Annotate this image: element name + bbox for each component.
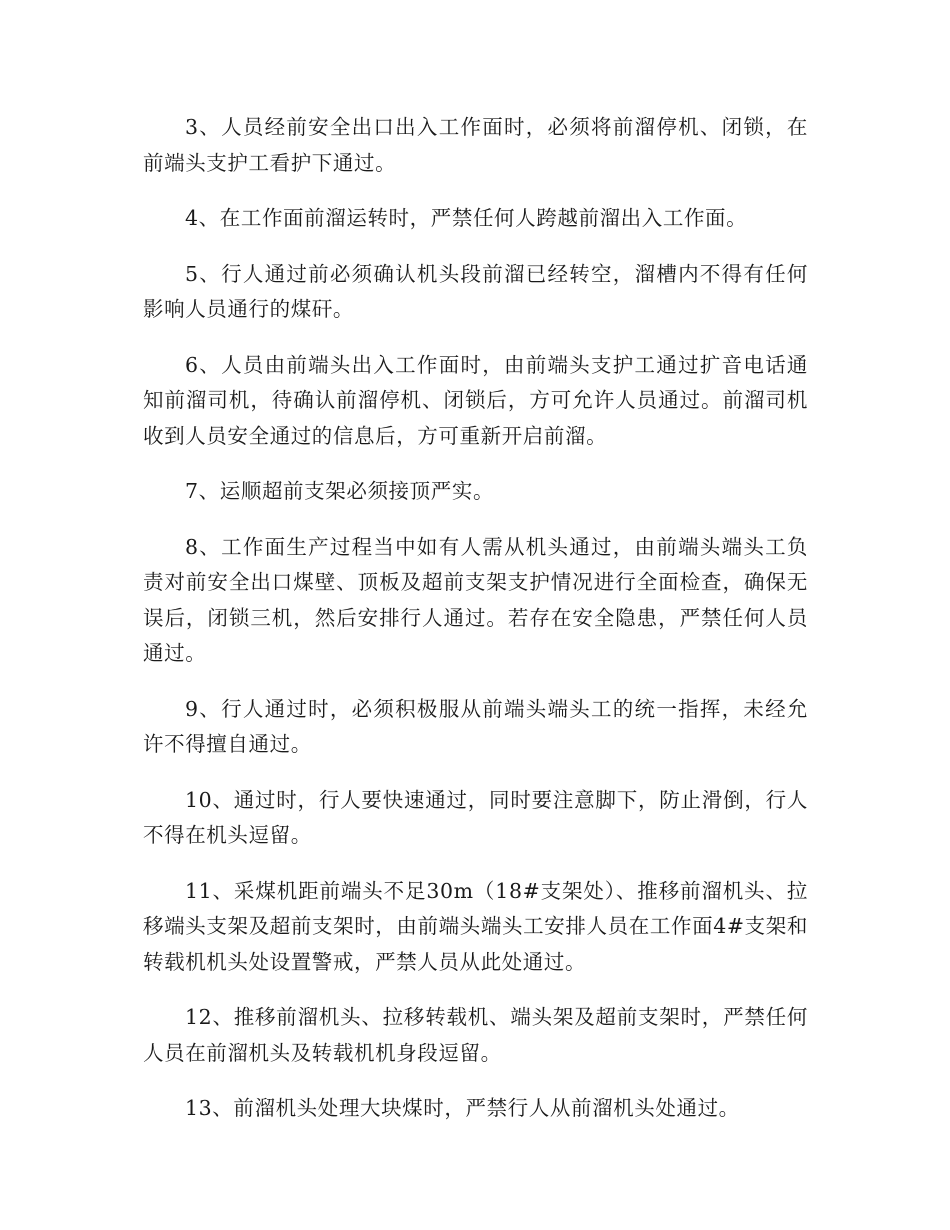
- paragraph-item-3: 3、人员经前安全出口出入工作面时，必须将前溜停机、闭锁，在前端头支护工看护下通过。: [143, 115, 808, 175]
- paragraph-item-6: 6、人员由前端头出入工作面时，由前端头支护工通过扩音电话通知前溜司机，待确认前溜停机、闭锁后，方可允许人员通过。前溜司机收到人员安全通过的信息后，方可重新开启前溜。: [143, 352, 808, 448]
- paragraph-item-11: 11、采煤机距前端头不足30m（18#支架处）、推移前溜机头、拉移端头支架及超前支架时，由前端头端头工安排人员在工作面4#支架和转载机机头处设置警戒，严禁人员从此处通过。: [143, 878, 808, 974]
- document-body: [143, 110, 808, 1147]
- paragraph-item-4: 4、在工作面前溜运转时，严禁任何人跨越前溜出入工作面。: [185, 206, 748, 230]
- paragraph-item-13: 13、前溜机头处理大块煤时，严禁行人从前溜机头处通过。: [185, 1096, 740, 1120]
- paragraph-item-7: 7、运顺超前支架必须接顶严实。: [185, 479, 495, 503]
- paragraph-item-12: 12、推移前溜机头、拉移转载机、端头架及超前支架时，严禁任何人员在前溜机头及转载机机身段逗留。: [143, 1005, 808, 1065]
- paragraph-item-8: 8、工作面生产过程当中如有人需从机头通过，由前端头端头工负责对前安全出口煤壁、顶板及超前支架支护情况进行全面检查，确保无误后，闭锁三机，然后安排行人通过。若存在安全隐患，严禁任何人员通过。: [143, 534, 808, 665]
- paragraph-item-9: 9、行人通过时，必须积极服从前端头端头工的统一指挥，未经允许不得擅自通过。: [143, 696, 808, 756]
- paragraph-item-10: 10、通过时，行人要快速通过，同时要注意脚下，防止滑倒，行人不得在机头逗留。: [143, 787, 808, 847]
- paragraph-item-5: 5、行人通过前必须确认机头段前溜已经转空，溜槽内不得有任何影响人员通行的煤矸。: [143, 261, 808, 321]
